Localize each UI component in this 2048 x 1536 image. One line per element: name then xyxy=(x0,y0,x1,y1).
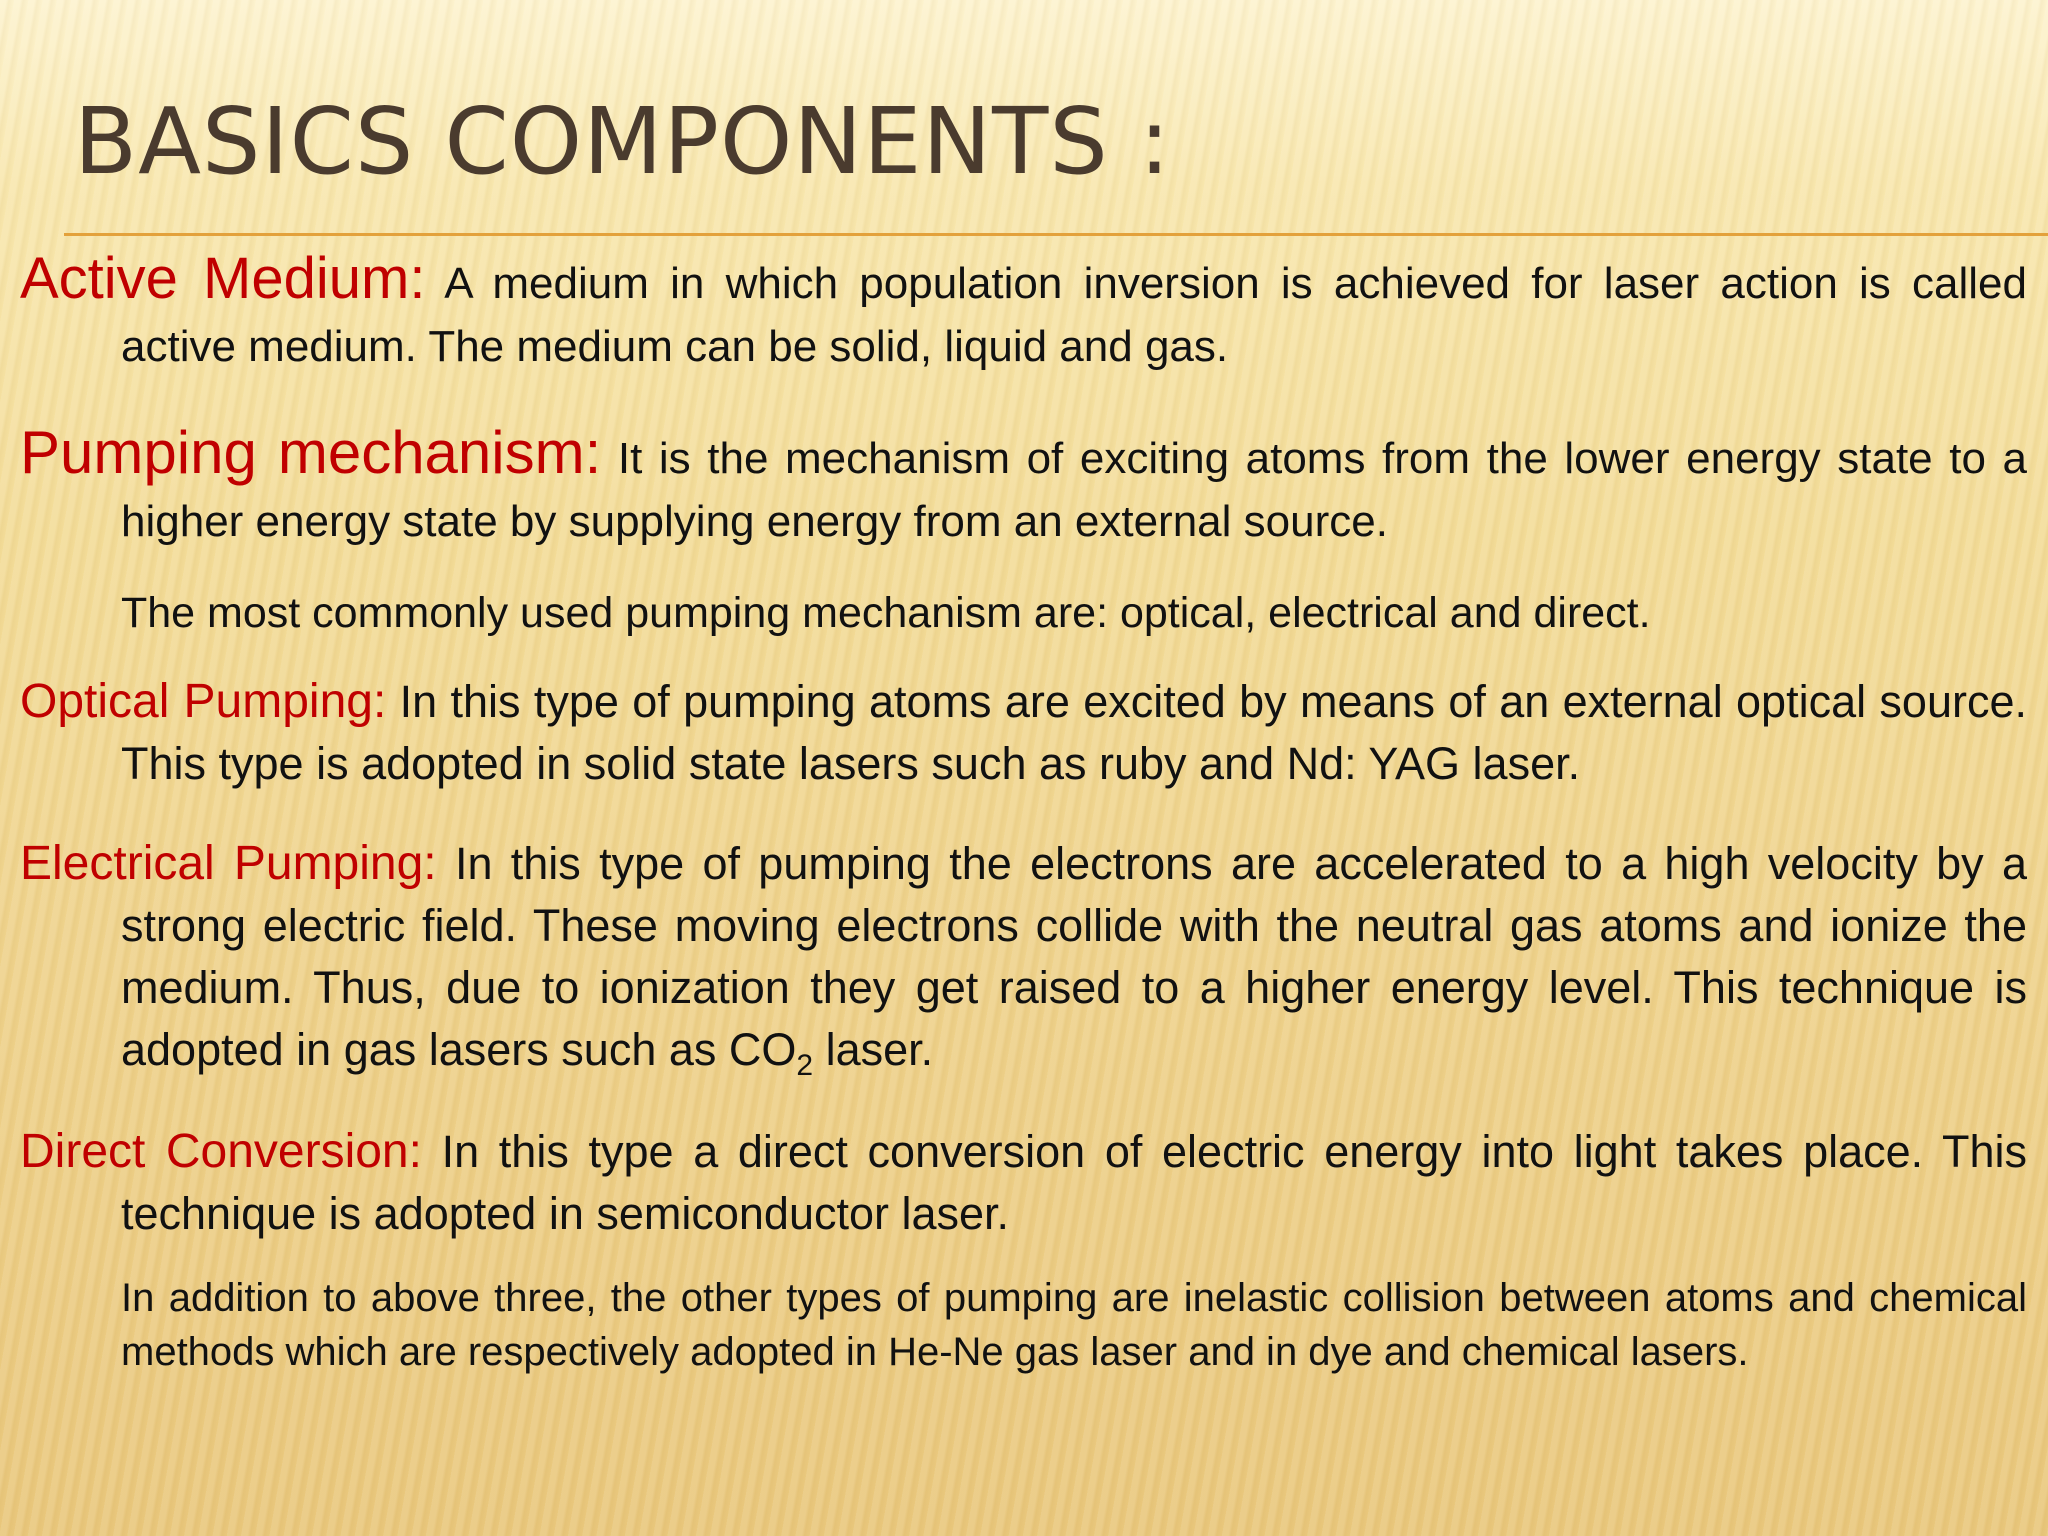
section-note-pumping-mechanism: The most commonly used pumping mechanism are: optical, electrical and direct. xyxy=(121,589,1651,637)
title-divider xyxy=(64,233,2048,236)
co2-subscript: 2 xyxy=(796,1049,814,1082)
section-electrical-pumping xyxy=(20,833,2027,1081)
section-text-electrical-pumping: In this type of pumping the electrons are accelerated to a high velocity by a strong electric field. These moving electrons collide with the neutral gas atoms and ionize the medium. Thus, due to ionization they get raised to a higher energy level. This technique is adopted in gas lasers such as CO xyxy=(121,838,2027,1075)
section-heading-optical-pumping: Optical Pumping: xyxy=(20,675,387,728)
section-text-optical-pumping: In this type of pumping atoms are excited by means of an external optical source. This type is adopted in solid state lasers such as ruby and Nd: YAG laser. xyxy=(121,676,2027,789)
section-note-direct-conversion: In addition to above three, the other types of pumping are inelastic collision between atoms and chemical methods which are respectively adopted in He-Ne gas laser and in dye and chemical lasers. xyxy=(121,1276,2027,1374)
section-text-direct-conversion: In this type a direct conversion of electric energy into light takes place. This technique is adopted in semiconductor laser. xyxy=(121,1126,2027,1239)
section-pumping-mechanism xyxy=(20,419,2027,553)
section-heading-pumping-mechanism: Pumping mechanism: xyxy=(20,419,602,486)
section-heading-direct-conversion: Direct Conversion: xyxy=(20,1125,422,1178)
slide-body xyxy=(20,248,2027,1379)
section-heading-electrical-pumping: Electrical Pumping: xyxy=(20,837,437,890)
section-text-active-medium: A medium in which population inversion is achieved for laser action is called active medium. The medium can be solid, liquid and gas. xyxy=(121,259,2027,371)
section-active-medium xyxy=(20,248,2027,378)
section-optical-pumping xyxy=(20,671,2027,795)
section-heading-active-medium: Active Medium: xyxy=(20,246,426,311)
section-direct-conversion xyxy=(20,1121,2027,1245)
section-text-electrical-pumping-end: laser. xyxy=(813,1024,934,1075)
section-text-pumping-mechanism: It is the mechanism of exciting atoms from the lower energy state to a higher energy state by supplying energy from an external source. xyxy=(121,434,2027,546)
slide-title: BASICS COMPONENTS : xyxy=(74,88,1171,195)
